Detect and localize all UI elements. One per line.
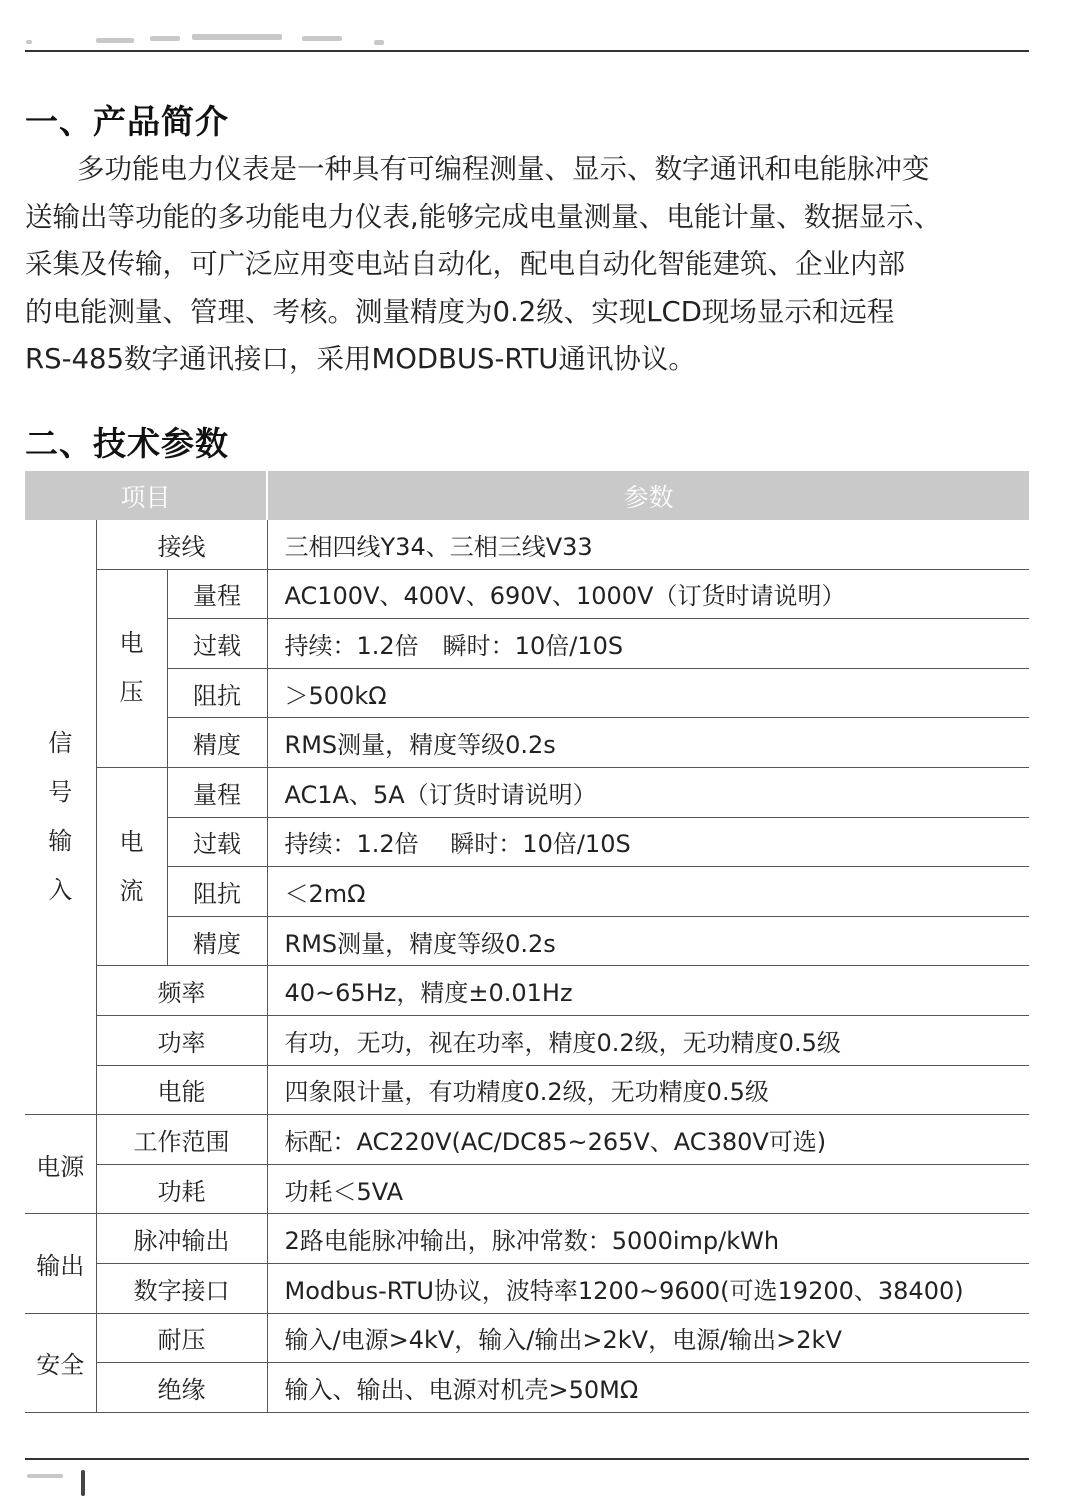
row-value: 三相四线Y34、三相三线V33 [267, 520, 1029, 569]
row-value: 持续：1.2倍 瞬时：10倍/10S [267, 817, 1029, 867]
cropped-footer-fragment [25, 1470, 105, 1500]
row-label: 电能 [96, 1065, 267, 1115]
section-heading-intro: 一、产品简介 [25, 102, 229, 141]
row-label: 功耗 [96, 1164, 267, 1214]
table-row [25, 668, 1029, 718]
table-row [25, 1115, 1029, 1165]
row-label: 接线 [96, 520, 267, 569]
table-header-row [25, 471, 1029, 520]
row-value: AC1A、5A（订货时请说明） [267, 767, 1029, 817]
table-row [25, 1164, 1029, 1214]
intro-paragraph [25, 146, 1035, 384]
row-label: 脉冲输出 [96, 1214, 267, 1264]
group-power-supply: 电源 [25, 1115, 96, 1214]
row-label: 量程 [167, 767, 267, 817]
row-label: 精度 [167, 916, 267, 966]
intro-line: 的电能测量、管理、考核。测量精度为0.2级、实现LCD现场显示和远程 [25, 295, 895, 328]
row-label: 工作范围 [96, 1115, 267, 1165]
table-row [25, 1363, 1029, 1413]
row-value: 持续：1.2倍 瞬时：10倍/10S [267, 619, 1029, 669]
table-row [25, 520, 1029, 569]
intro-line: 送输出等功能的多功能电力仪表,能够完成电量测量、电能计量、数据显示、 [25, 200, 942, 233]
row-value: ＞500kΩ [267, 668, 1029, 718]
table-row [25, 1313, 1029, 1363]
row-label: 耐压 [96, 1313, 267, 1363]
row-label: 数字接口 [96, 1263, 267, 1313]
table-row [25, 569, 1029, 619]
row-label: 过载 [167, 817, 267, 867]
table-row [25, 817, 1029, 867]
row-label: 精度 [167, 718, 267, 768]
row-value: AC100V、400V、690V、1000V（订货时请说明） [267, 569, 1029, 619]
table-row [25, 966, 1029, 1016]
group-output: 输出 [25, 1214, 96, 1313]
table-row [25, 916, 1029, 966]
row-value: 标配：AC220V(AC/DC85~265V、AC380V可选) [267, 1115, 1029, 1165]
row-label: 阻抗 [167, 668, 267, 718]
row-value: Modbus-RTU协议，波特率1200~9600(可选19200、38400) [267, 1263, 1029, 1313]
group-char: 电 [119, 827, 144, 856]
row-label: 阻抗 [167, 867, 267, 917]
group-char: 入 [48, 876, 73, 905]
row-value: 2路电能脉冲输出，脉冲常数：5000imp/kWh [267, 1214, 1029, 1264]
row-value: 有功，无功，视在功率，精度0.2级，无功精度0.5级 [267, 1015, 1029, 1065]
bottom-divider [25, 1458, 1029, 1460]
group-safety: 安全 [25, 1313, 96, 1412]
group-char: 输 [48, 827, 73, 856]
row-value: ＜2mΩ [267, 867, 1029, 917]
row-label: 绝缘 [96, 1363, 267, 1413]
group-char: 号 [48, 778, 73, 807]
intro-line: 多功能电力仪表是一种具有可编程测量、显示、数字通讯和电能脉冲变 [77, 153, 930, 185]
row-label: 频率 [96, 966, 267, 1016]
group-char: 流 [119, 876, 144, 905]
row-value: RMS测量，精度等级0.2s [267, 718, 1029, 768]
cropped-header-fragment [22, 14, 402, 48]
group-signal-input [25, 520, 96, 1115]
row-label: 功率 [96, 1015, 267, 1065]
group-current [96, 767, 167, 965]
group-voltage [96, 569, 167, 767]
row-value: RMS测量，精度等级0.2s [267, 916, 1029, 966]
row-value: 输入、输出、电源对机壳>50MΩ [267, 1363, 1029, 1413]
table-row [25, 1015, 1029, 1065]
table-row [25, 767, 1029, 817]
row-value: 40~65Hz，精度±0.01Hz [267, 966, 1029, 1016]
header-param: 参数 [267, 471, 1029, 520]
group-char: 压 [119, 678, 144, 707]
table-row [25, 867, 1029, 917]
intro-line: 采集及传输，可广泛应用变电站自动化，配电自动化智能建筑、企业内部 [25, 248, 905, 280]
table-row [25, 1263, 1029, 1313]
group-char: 信 [48, 729, 73, 758]
header-item: 项目 [25, 471, 267, 520]
section-heading-specs: 二、技术参数 [25, 424, 229, 463]
table-row [25, 1214, 1029, 1264]
row-value: 功耗＜5VA [267, 1164, 1029, 1214]
row-value: 四象限计量，有功精度0.2级，无功精度0.5级 [267, 1065, 1029, 1115]
table-row [25, 718, 1029, 768]
group-char: 电 [119, 629, 144, 658]
top-divider [25, 50, 1029, 52]
row-label: 量程 [167, 569, 267, 619]
row-label: 过载 [167, 619, 267, 669]
table-row [25, 1065, 1029, 1115]
row-value: 输入/电源>4kV，输入/输出>2kV，电源/输出>2kV [267, 1313, 1029, 1363]
spec-table [25, 471, 1029, 1413]
table-row [25, 619, 1029, 669]
intro-line: RS-485数字通讯接口，采用MODBUS-RTU通讯协议。 [25, 343, 696, 375]
